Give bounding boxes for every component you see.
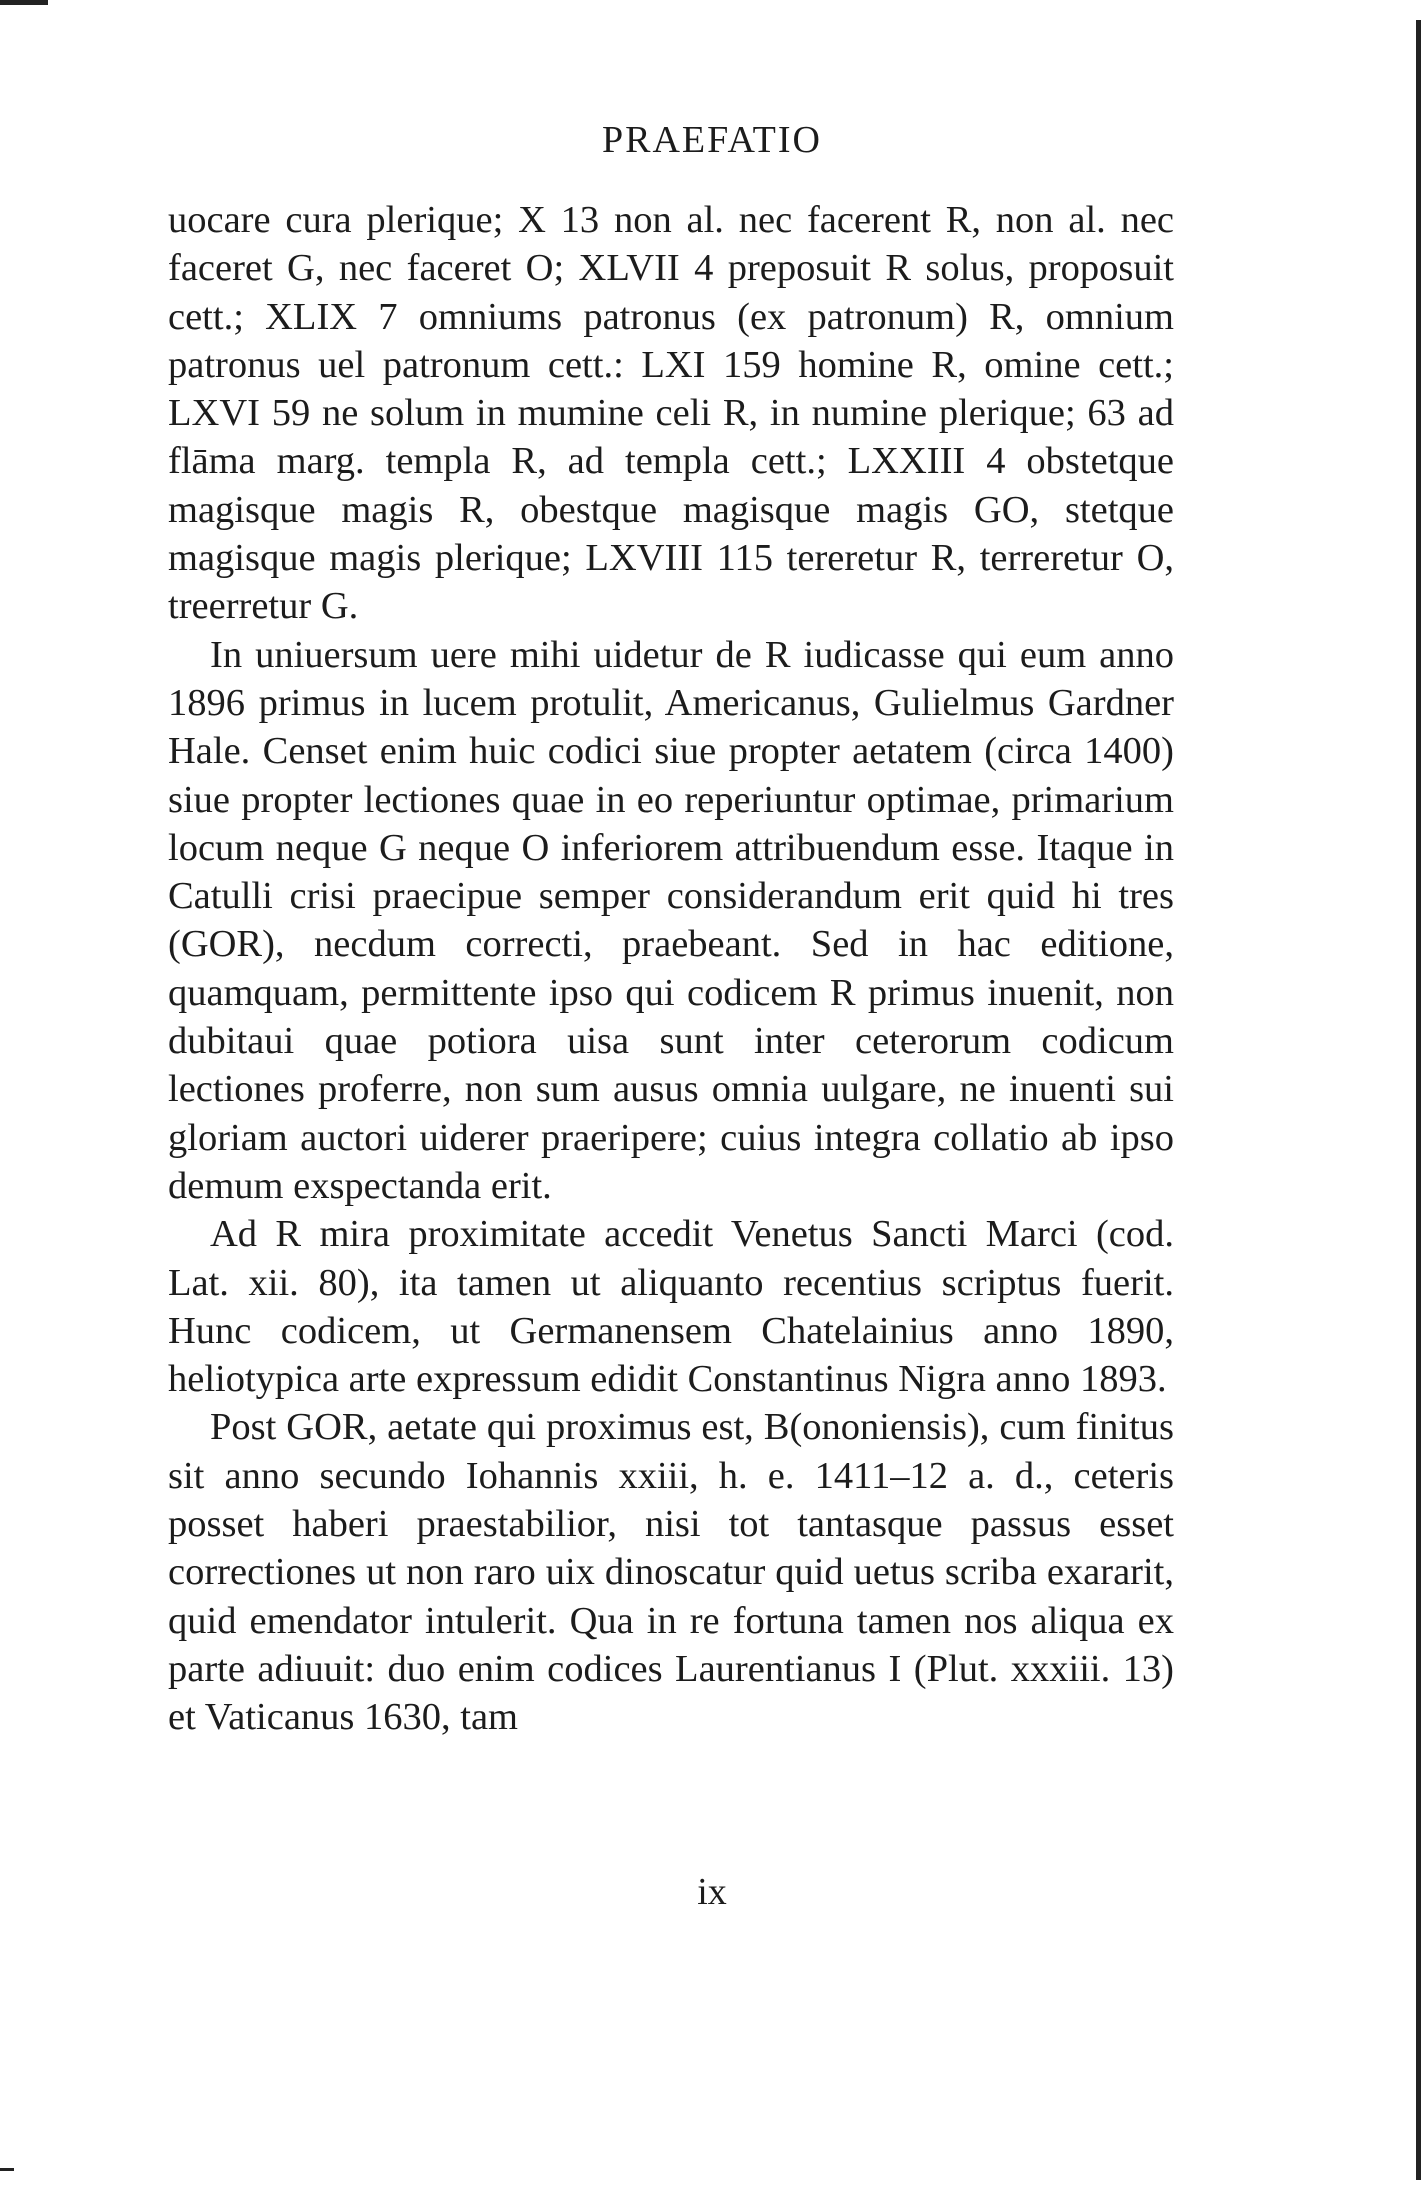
scan-edge-tick <box>0 2168 14 2171</box>
scan-edge-mark <box>0 0 48 5</box>
paragraph-bononiensis: Post GOR, aetate qui proximus est, B(ononiensis), cum finitus sit anno secundo Iohannis xxiii, h. e. 1411–12 a. d., ceteris posset haberi praestabilior, nisi tot tantasque passus esset correctiones ut non raro uix dinoscatur quid uetus scriba exararit, quid emendator intulerit. Qua in re fortuna tamen nos aliqua ex parte adiuuit: duo enim codices Laurentianus I (Plut. xxxiii. 13) et Vaticanus 1630, tam <box>168 1406 1174 1739</box>
main-text <box>168 196 1174 1742</box>
page-number: ix <box>697 1871 727 1913</box>
paragraph-collation-notes: uocare cura plerique; X 13 non al. nec facerent R, non al. nec faceret G, nec faceret O; XLVII 4 preposuit R solus, proposuit cett.; XLIX 7 omniums patronus (ex patronum) R, omnium patronus uel patronum cett.: LXI 159 homine R, omine cett.; LXVI 59 ne solum in mumine celi R, in numine plerique; 63 ad flāma marg. templa R, ad templa cett.; LXXIII 4 obstetque magisque magis R, obestque magisque magis GO, stetque magisque magis plerique; LXVIII 115 tereretur R, terreretur O, treerretur G. <box>168 199 1174 628</box>
running-title: PRAEFATIO <box>602 119 822 161</box>
paragraph-venetus: Ad R mira proximitate accedit Venetus Sancti Marci (cod. Lat. xii. 80), ita tamen ut aliquanto recentius scriptus fuerit. Hunc codicem, ut Germanensem Chatelainius anno 1890, heliotypica arte expressum edidit Constantinus Nigra anno 1893. <box>168 1213 1174 1401</box>
paragraph-hale-codex-r: In uniuersum uere mihi uidetur de R iudicasse qui eum anno 1896 primus in lucem protulit, Americanus, Gulielmus Gardner Hale. Censet enim huic codici siue propter aetatem (circa 1400) siue propter lectiones quae in eo reperiuntur optimae, primarium locum neque G neque O inferiorem attribuendum esse. Itaque in Catulli crisi praecipue semper considerandum erit quid hi tres (GOR), necdum correcti, praebeant. Sed in hac editione, quamquam, permittente ipso qui codicem R primus inuenit, non dubitaui quae potiora uisa sunt inter ceterorum codicum lectiones proferre, non sum ausus omnia uulgare, ne inuenti sui gloriam auctori uiderer praeripere; cuius integra collatio ab ipso demum exspectanda erit. <box>168 633 1174 1207</box>
scan-edge-line <box>1416 20 1421 2180</box>
